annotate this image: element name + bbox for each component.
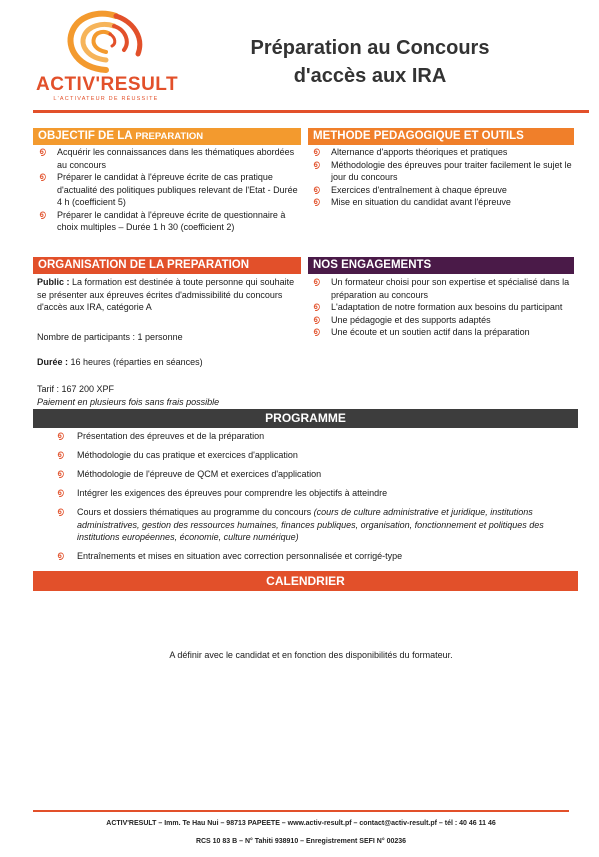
duree-label: Durée : — [37, 357, 71, 367]
duree-text: 16 heures (réparties en séances) — [70, 357, 203, 367]
list-item: ൭ Méthodologie de l'épreuve de QCM et exercices d'application — [57, 468, 322, 479]
swirl-bullet-icon: ൭ — [57, 430, 64, 441]
top-divider — [33, 110, 589, 113]
footer-line-1: ACTIV'RESULT – Imm. Te Hau Nui – 98713 PAPEETE – www.activ-result.pf – contact@activ-result.pf – tél : 40 46 11 46 — [106, 820, 496, 827]
swirl-bullet-icon: ൭ — [313, 196, 320, 207]
swirl-bullet-icon: ൭ — [313, 326, 320, 337]
list-item: ൭ Acquérir les connaissances dans les thématiques abordées au concours — [39, 146, 295, 170]
programme-list — [57, 430, 577, 569]
objectif-heading-small: PREPARATION — [135, 131, 204, 142]
swirl-bullet-icon: ൭ — [313, 183, 320, 195]
bottom-divider — [33, 810, 569, 812]
organisation-tarif: Tarif : 167 200 XPF — [37, 384, 115, 394]
organisation-public — [37, 276, 299, 314]
public-label: Public : — [37, 277, 73, 287]
organisation-duree — [37, 356, 299, 369]
objectif-list — [37, 146, 299, 234]
list-item: ൭ Exercices d'entraînement à chaque épreuve — [313, 183, 507, 195]
list-item: ൭ Une écoute et un soutien actif dans la préparation — [313, 326, 530, 337]
list-item: ൭ Mise en situation du candidat avant l'épreuve — [313, 196, 511, 207]
list-item: ൭ Alternance d'apports théoriques et pratiques — [313, 146, 508, 157]
list-item: ൭ Cours et dossiers thématiques au programme du concours (cours de culture administrative et juridique, institutions administratives, gestion des ressources humaines, finances publiques, organisation, fonctionnement et politiques des institutions européennes, économie, culture numérique) — [57, 506, 544, 542]
organisation-heading: ORGANISATION DE LA PREPARATION — [33, 257, 301, 274]
organisation-participants: Nombre de participants : 1 personne — [37, 332, 183, 342]
list-item: ൭ Présentation des épreuves et de la préparation — [57, 430, 265, 441]
title-line-1: Préparation au Concours — [250, 37, 490, 59]
list-item: ൭ Un formateur choisi pour son expertise et spécialisé dans la préparation au concours — [313, 276, 570, 300]
swirl-bullet-icon: ൭ — [313, 158, 320, 170]
methode-list — [311, 146, 577, 209]
objectif-heading-main: OBJECTIF DE LA — [38, 130, 136, 142]
list-item: ൭ Méthodologie des épreuves pour traiter facilement le sujet le jour du concours — [313, 158, 572, 182]
organisation-paiement: Paiement en plusieurs fois sans frais possible — [37, 397, 220, 407]
objectif-heading — [33, 128, 301, 145]
programme-heading: PROGRAMME — [33, 409, 578, 428]
footer-line-2: RCS 10 83 B – N° Tahiti 938910 – Enregistrement SEFI N° 00236 — [195, 838, 407, 845]
swirl-bullet-icon: ൭ — [39, 146, 46, 157]
spiral-logo-icon — [58, 8, 154, 76]
swirl-bullet-icon: ൭ — [57, 550, 64, 561]
swirl-bullet-icon: ൭ — [313, 313, 320, 325]
public-text: La formation est destinée à toute personne qui souhaite se présenter aux épreuves écrites d'admissibilité du concours d'accès aux IRA, catégorie A — [37, 277, 295, 312]
swirl-bullet-icon: ൭ — [313, 301, 320, 312]
list-item: ൭ Méthodologie du cas pratique et exercices d'application — [57, 449, 298, 460]
engagements-list — [311, 276, 577, 339]
calendrier-text: A définir avec le candidat et en fonction des disponibilités du formateur. — [169, 650, 453, 660]
swirl-bullet-icon: ൭ — [57, 487, 64, 498]
swirl-bullet-icon: ൭ — [57, 506, 64, 517]
logo-tagline: L'ACTIVATEUR DE RÉUSSITE — [53, 96, 159, 102]
list-item: ൭ Préparer le candidat à l'épreuve écrite de cas pratique d'actualité des politiques publiques relevant de l'Etat - Durée 4 h (coefficient 5) — [39, 171, 298, 207]
swirl-bullet-icon: ൭ — [39, 208, 46, 220]
list-item: ൭ Préparer le candidat à l'épreuve écrite de questionnaire à choix multiples – Durée 1 h 30 (coefficient 2) — [39, 208, 286, 232]
title-line-2: d'accès aux IRA — [293, 65, 447, 87]
calendrier-heading: CALENDRIER — [33, 571, 578, 591]
list-item: ൭ Entraînements et mises en situation avec correction personnalisée et corrigé-type — [57, 550, 403, 561]
list-item: ൭ Intégrer les exigences des épreuves pour comprendre les objectifs à atteindre — [57, 487, 388, 498]
page-title — [220, 34, 520, 90]
swirl-bullet-icon: ൭ — [57, 449, 64, 460]
logo — [36, 8, 179, 104]
engagements-heading: NOS ENGAGEMENTS — [308, 257, 574, 274]
swirl-bullet-icon: ൭ — [57, 468, 64, 479]
list-item: ൭ L'adaptation de notre formation aux besoins du participant — [313, 301, 563, 312]
list-item: ൭ Une pédagogie et des supports adaptés — [313, 313, 491, 325]
swirl-bullet-icon: ൭ — [39, 171, 46, 182]
swirl-bullet-icon: ൭ — [313, 146, 320, 157]
swirl-bullet-icon: ൭ — [313, 276, 320, 287]
methode-heading: METHODE PEDAGOGIQUE ET OUTILS — [308, 128, 574, 145]
logo-name: ACTIV'RESULT — [36, 74, 179, 95]
